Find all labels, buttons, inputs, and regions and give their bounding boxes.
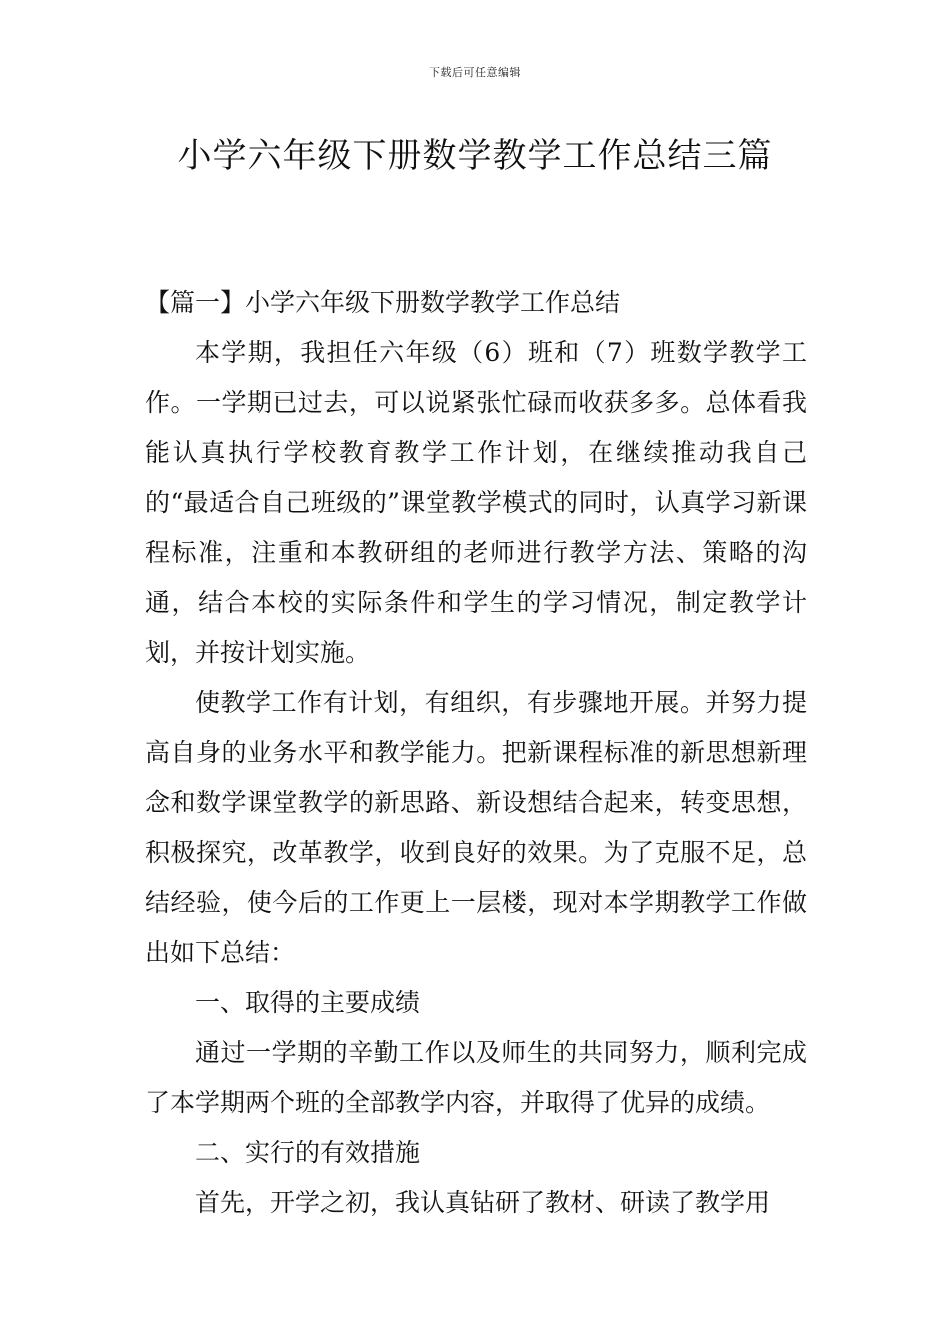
section-heading: 【篇一】小学六年级下册数学教学工作总结 [145, 288, 621, 317]
paragraph-3: 通过一学期的辛勤工作以及师生的共同努力，顺利完成了本学期两个班的全部教学内容，并取得了优异的成绩。 [145, 1038, 807, 1117]
paragraph-4: 首先，开学之初，我认真钻研了教材、研读了教学用 [195, 1188, 771, 1217]
subheading-achievements: 一、取得的主要成绩 [195, 988, 421, 1017]
paragraph-1: 本学期，我担任六年级（6）班和（7）班数学教学工作。一学期已过去，可以说紧张忙碌而收获多多。总体看我能认真执行学校教育教学工作计划，在继续推动我自己的“最适合自己班级的”课堂教学模式的同时，认真学习新课程标准，注重和本教研组的老师进行教学方法、策略的沟通，结合本校的实际条件和学生的学习情况，制定教学计划，并按计划实施。 [145, 338, 807, 667]
subheading-measures: 二、实行的有效措施 [195, 1138, 421, 1167]
paragraph-2: 使教学工作有计划，有组织，有步骤地开展。并努力提高自身的业务水平和教学能力。把新课程标准的新思想新理念和数学课堂教学的新思路、新设想结合起来，转变思想，积极探究，改革教学，收到良好的效果。为了克服不足，总结经验，使今后的工作更上一层楼，现对本学期教学工作做出如下总结： [145, 688, 807, 967]
document-body [145, 278, 807, 1228]
document-title: 小学六年级下册数学教学工作总结三篇 [177, 136, 773, 176]
page-header-note: 下载后可任意编辑 [429, 66, 521, 79]
